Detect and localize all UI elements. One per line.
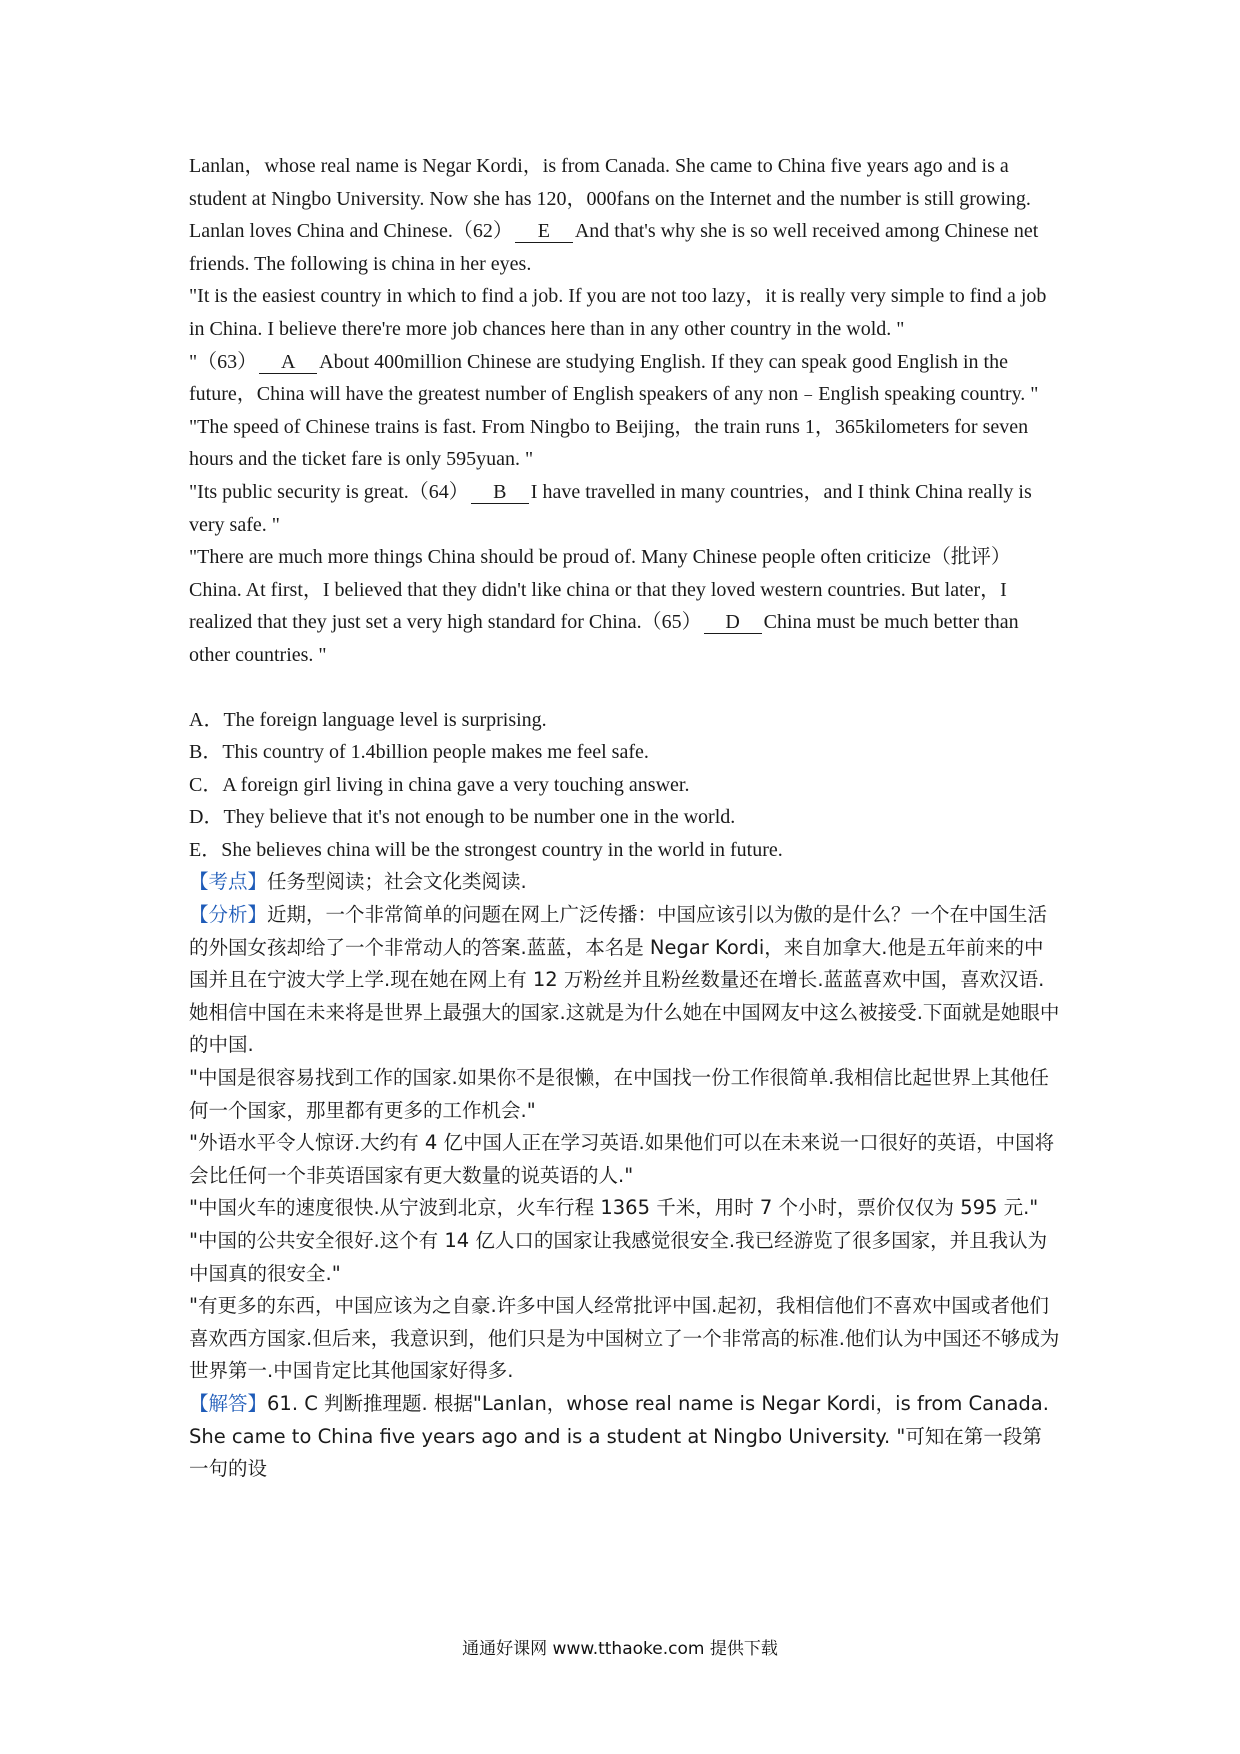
passage-paragraph-2 <box>189 215 1061 280</box>
option-e: E．She believes china will be the strongest country in the world in future. <box>189 838 783 861</box>
translation-paragraph-4: "中国的公共安全很好.这个有 14 亿人口的国家让我感觉很安全.我已经游览了很多国家，并且我认为中国真的很安全." <box>189 1229 1048 1285</box>
blank-62-answer: E <box>515 220 573 243</box>
translation-paragraph-1: "中国是很容易找到工作的国家.如果你不是很懒，在中国找一份工作很简单.我相信比起世界上其他任何一个国家，那里都有更多的工作机会." <box>189 1066 1049 1122</box>
kaodian-section <box>189 866 1061 899</box>
blank-64-answer: B <box>471 481 529 504</box>
passage-paragraph-4-before: "（63） <box>189 350 258 373</box>
kaodian-label: 【考点】 <box>189 870 268 894</box>
fenxi-section <box>189 899 1061 1062</box>
translation-paragraph-3: "中国火车的速度很快.从宁波到北京，火车行程 1365 千米，用时 7 个小时，票价仅仅为 595 元." <box>189 1196 1039 1220</box>
jieda-text: 61. C 判断推理题. 根据"Lanlan，whose real name is Negar Kordi，is from Canada. She came to China five years ago and is a student at Ningbo University. "可知在第一段第一句的设 <box>189 1391 1049 1481</box>
fenxi-text: 近期，一个非常简单的问题在网上广泛传播：中国应该引以为傲的是什么？一个在中国生活的外国女孩却给了一个非常动人的答案.蓝蓝，本名是 Negar Kordi，来自加拿大.他是五年前来的中国并且在宁波大学上学.现在她在网上有 12 万粉丝并且粉丝数量还在增长.蓝蓝喜欢中国，喜欢汉语.她相信中国在未来将是世界上最强大的国家.这就是为什么她在中国网友中这么被接受.下面就是她眼中的中国. <box>189 903 1060 1057</box>
passage-paragraph-6-after: I have travelled in many countries，and I think China really is very safe. " <box>189 480 1032 536</box>
passage-paragraph-2-before: Lanlan loves China and Chinese.（62） <box>189 220 513 243</box>
passage-paragraph-5: "The speed of Chinese trains is fast. From Ningbo to Beijing，the train runs 1，365kilometers for seven hours and the ticket fare is only 595yuan. " <box>189 415 1029 471</box>
translation-paragraph-5: "有更多的东西，中国应该为之自豪.许多中国人经常批评中国.起初，我相信他们不喜欢中国或者他们喜欢西方国家.但后来，我意识到，他们只是为中国树立了一个非常高的标准.他们认为中国还不够成为世界第一.中国肯定比其他国家好得多. <box>189 1294 1060 1383</box>
passage-paragraph-7 <box>189 541 1061 671</box>
blank-65-answer: D <box>704 611 762 634</box>
passage-paragraph-3: "It is the easiest country in which to find a job. If you are not too lazy，it is really very simple to find a job in China. I believe there're more job chances here than in any other country in the wold. " <box>189 285 1047 340</box>
spacer <box>189 672 1061 704</box>
option-c: C．A foreign girl living in china gave a very touching answer. <box>189 773 690 796</box>
passage-paragraph-6 <box>189 476 1061 541</box>
passage-paragraph-2-after: And that's why she is so well received among Chinese net friends. The following is china in her eyes. <box>189 220 1039 275</box>
jieda-section <box>189 1388 1061 1486</box>
passage-paragraph-6-before: "Its public security is great.（64） <box>189 480 469 503</box>
translation-paragraph-2: "外语水平令人惊讶.大约有 4 亿中国人正在学习英语.如果他们可以在未来说一口很好的英语，中国将会比任何一个非英语国家有更大数量的说英语的人." <box>189 1131 1055 1187</box>
passage-paragraph-7-after: China must be much better than other countries. " <box>189 611 1019 666</box>
passage-paragraph-1: Lanlan，whose real name is Negar Kordi，is from Canada. She came to China five years ago and is a student at Ningbo University. Now she has 120，000fans on the Internet and the number is still growing. <box>189 155 1031 210</box>
blank-63-answer: A <box>259 351 317 374</box>
option-d: D．They believe that it's not enough to be number one in the world. <box>189 806 736 829</box>
fenxi-label: 【分析】 <box>189 903 268 927</box>
jieda-label: 【解答】 <box>189 1391 268 1415</box>
passage-paragraph-7-before: "There are much more things China should be proud of. Many Chinese people often criticize（批评）China. At first，I believed that they didn't like china or that they loved western countries. But later，I realized that they just set a very high standard for China.（65） <box>189 546 1011 634</box>
passage-paragraph-4 <box>189 346 1061 411</box>
document-body <box>189 150 1061 1486</box>
option-a: A．The foreign language level is surprising. <box>189 708 547 731</box>
passage-paragraph-4-after: About 400million Chinese are studying English. If they can speak good English in the future，China will have the greatest number of English speakers of any non﹣English speaking country. " <box>189 350 1039 406</box>
option-b: B．This country of 1.4billion people makes me feel safe. <box>189 741 649 764</box>
page-footer: 通通好课网 www.tthaoke.com 提供下载 <box>462 1639 778 1659</box>
kaodian-text: 任务型阅读；社会文化类阅读. <box>267 870 527 894</box>
